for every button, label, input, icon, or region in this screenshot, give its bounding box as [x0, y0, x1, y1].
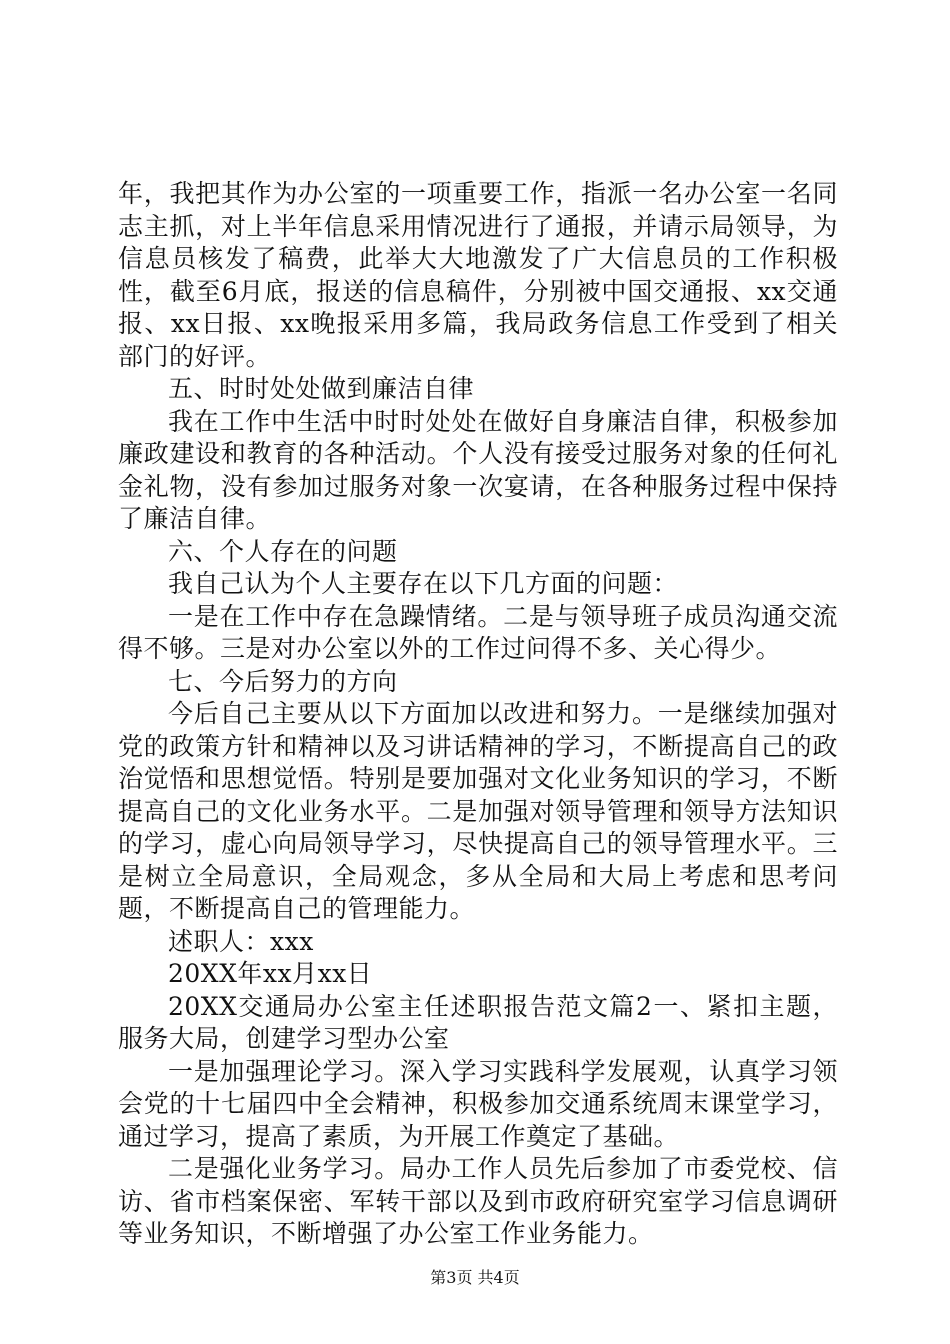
paragraph: 20XX交通局办公室主任述职报告范文篇2一、紧扣主题，服务大局，创建学习型办公室 — [118, 991, 838, 1053]
paragraph: 一是在工作中存在急躁情绪。二是与领导班子成员沟通交流得不够。三是对办公室以外的工作过问得不多、关心得少。 — [118, 601, 838, 663]
paragraph: 我在工作中生活中时时处处在做好自身廉洁自律，积极参加廉政建设和教育的各种活动。个人没有接受过服务对象的任何礼金礼物，没有参加过服务对象一次宴请，在各种服务过程中保持了廉洁自律。 — [118, 406, 838, 533]
section-heading: 六、个人存在的问题 — [168, 536, 398, 566]
paragraph: 二是强化业务学习。局办工作人员先后参加了市委党校、信访、省市档案保密、军转干部以及到市政府研究室学习信息调研等业务知识，不断增强了办公室工作业务能力。 — [118, 1154, 838, 1248]
document-body — [118, 178, 838, 1251]
section-heading: 七、今后努力的方向 — [168, 666, 398, 696]
paragraph: 年，我把其作为办公室的一项重要工作，指派一名办公室一名同志主抓，对上半年信息采用情况进行了通报，并请示局领导，为信息员核发了稿费，此举大大地激发了广大信息员的工作积极性，截至6月底，报送的信息稿件，分别被中国交通报、xx交通报、xx日报、xx晚报采用多篇，我局政务信息工作受到了相关部门的好评。 — [118, 179, 838, 371]
signature-line: 述职人：xxx — [168, 926, 314, 956]
section-heading: 五、时时处处做到廉洁自律 — [168, 374, 475, 403]
paragraph: 一是加强理论学习。深入学习实践科学发展观，认真学习领会党的十七届四中全会精神，积极参加交通系统周末课堂学习，通过学习，提高了素质，为开展工作奠定了基础。 — [118, 1056, 838, 1151]
paragraph: 我自己认为个人主要存在以下几方面的问题： — [168, 569, 679, 598]
date-line: 20XX年xx月xx日 — [168, 959, 373, 988]
paragraph: 今后自己主要从以下方面加以改进和努力。一是继续加强对党的政策方针和精神以及习讲话精神的学习，不断提高自己的政治觉悟和思想觉悟。特别是要加强对文化业务知识的学习，不断提高自己的文化业务水平。二是加强对领导管理和领导方法知识的学习，虚心向局领导学习，尽快提高自己的领导管理水平。三是树立全局意识，全局观念，多从全局和大局上考虑和思考问题，不断提高自己的管理能力。 — [118, 699, 838, 923]
page-number-footer: 第3页 共4页 — [430, 1268, 520, 1287]
